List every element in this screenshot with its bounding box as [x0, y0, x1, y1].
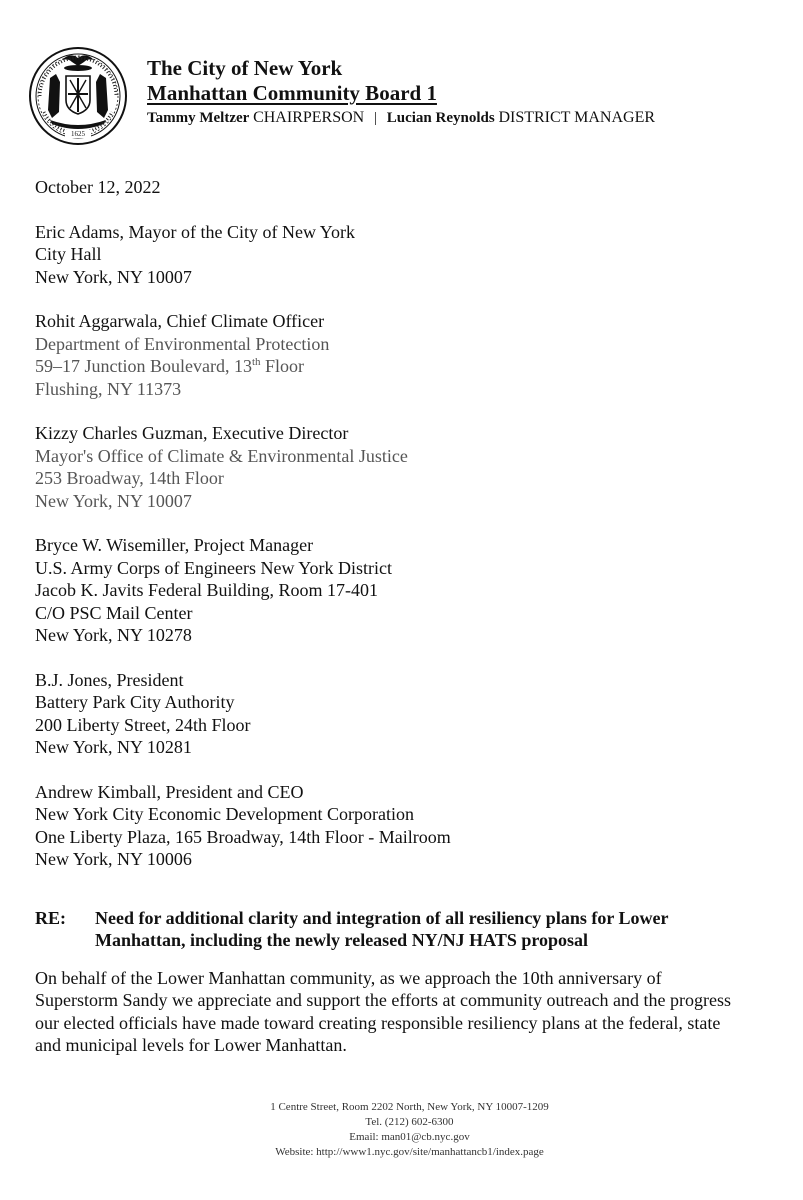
recipient-line: Eric Adams, Mayor of the City of New York	[35, 221, 355, 242]
recipient-line: Andrew Kimball, President and CEO	[35, 781, 304, 802]
subject-text	[95, 907, 775, 952]
recipient-block	[35, 422, 775, 512]
subject-text-line: Manhattan, including the newly released NY/NJ HATS proposal	[95, 930, 589, 950]
street-text-end: Floor	[260, 356, 305, 376]
opening-paragraph	[35, 967, 785, 1057]
footer-address: 1 Centre Street, Room 2202 North, New York, NY 10007-1209	[270, 1101, 549, 1113]
paragraph-line: our elected officials have made toward creating responsible resiliency plans at the federal, state	[35, 1012, 721, 1033]
footer-telephone: Tel. (212) 602-6300	[365, 1116, 454, 1128]
chairperson-title: CHAIRPERSON	[253, 109, 365, 126]
letter-date: October 12, 2022	[35, 177, 161, 197]
recipient-line: U.S. Army Corps of Engineers New York District	[35, 557, 392, 578]
recipient-line: New York City Economic Development Corporation	[35, 804, 414, 824]
subject-line	[35, 907, 775, 952]
recipient-line: 253 Broadway, 14th Floor	[35, 468, 224, 488]
recipient-block	[35, 534, 775, 647]
paragraph-line: On behalf of the Lower Manhattan community, as we approach the 10th anniversary of	[35, 967, 662, 988]
district-manager-name: Lucian Reynolds	[386, 110, 495, 126]
footer-website: Website: http://www1.nyc.gov/site/manhattancb1/index.page	[275, 1146, 544, 1158]
paragraph-line: and municipal levels for Lower Manhattan.	[35, 1035, 347, 1055]
recipient-street-line	[35, 355, 775, 378]
recipient-line: Battery Park City Authority	[35, 692, 235, 712]
recipient-block	[35, 310, 775, 400]
letter-footer	[0, 1100, 803, 1160]
recipient-block	[35, 221, 775, 289]
chairperson-name: Tammy Meltzer	[147, 110, 250, 126]
footer-email: Email: man01@cb.nyc.gov	[349, 1131, 470, 1143]
letterhead-title: The City of New York	[147, 56, 343, 80]
recipient-line: New York, NY 10007	[35, 490, 192, 511]
recipient-line: New York, NY 10007	[35, 266, 192, 287]
seal-year-text: 1625	[65, 130, 91, 138]
recipient-line: Jacob K. Javits Federal Building, Room 17-401	[35, 580, 378, 600]
recipient-line: Kizzy Charles Guzman, Executive Director	[35, 423, 349, 443]
letterhead-board: Manhattan Community Board 1	[147, 81, 437, 105]
subject-label: RE:	[35, 907, 66, 928]
officer-separator: |	[373, 110, 377, 126]
letter-body	[35, 176, 775, 1057]
recipient-line: Department of Environmental Protection	[35, 333, 330, 354]
recipient-line: 200 Liberty Street, 24th Floor	[35, 714, 251, 735]
recipient-line: Mayor's Office of Climate & Environmental Justice	[35, 445, 408, 466]
recipient-line: City Hall	[35, 244, 102, 264]
letterhead-officers	[147, 107, 655, 129]
city-seal-logo	[26, 38, 130, 148]
paragraph-line: Superstorm Sandy we appreciate and support the efforts at community outreach and the progress	[35, 990, 731, 1010]
subject-text-line: Need for additional clarity and integration of all resiliency plans for Lower	[95, 907, 669, 928]
recipient-line: Bryce W. Wisemiller, Project Manager	[35, 535, 314, 555]
recipient-line: Flushing, NY 11373	[35, 378, 182, 399]
recipient-line: B.J. Jones, President	[35, 669, 184, 690]
ordinal-suffix: th	[251, 356, 261, 368]
recipient-line: Rohit Aggarwala, Chief Climate Officer	[35, 311, 325, 331]
recipient-line: New York, NY 10278	[35, 625, 192, 645]
recipient-line: New York, NY 10006	[35, 849, 192, 869]
letterhead	[147, 56, 655, 129]
district-manager-title: DISTRICT MANAGER	[498, 109, 656, 126]
recipient-line: C/O PSC Mail Center	[35, 602, 193, 623]
street-text: 59–17 Junction Boulevard, 13	[35, 356, 252, 376]
recipient-line: New York, NY 10281	[35, 737, 192, 757]
recipient-block	[35, 669, 775, 759]
recipient-line: One Liberty Plaza, 165 Broadway, 14th Floor - Mailroom	[35, 826, 451, 847]
recipient-block	[35, 781, 775, 871]
